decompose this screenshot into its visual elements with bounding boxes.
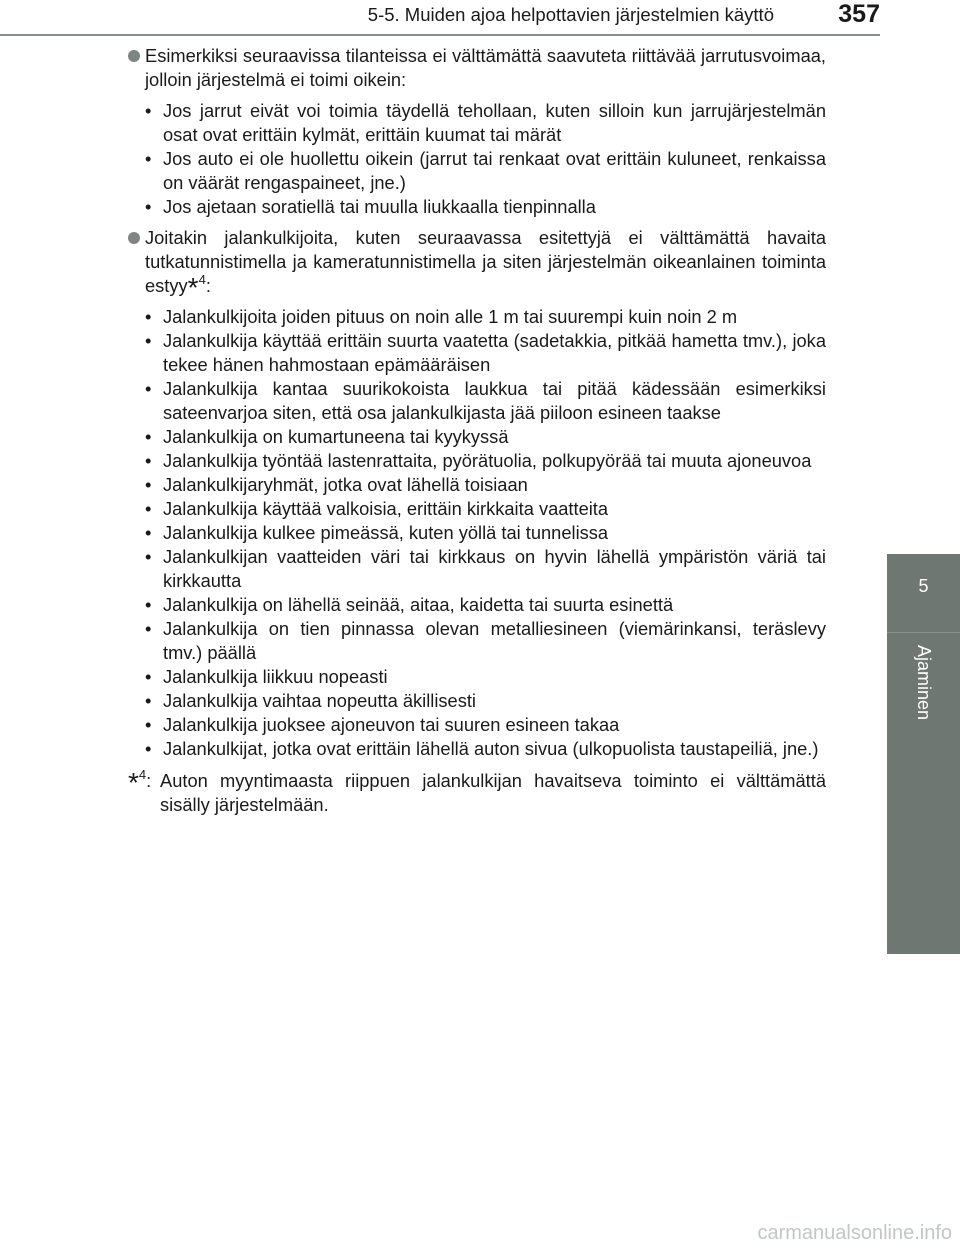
list-item-text: Jalankulkija työntää lastenrattaita, pyörätuolia, polkupyörää tai muuta ajoneuvoa xyxy=(163,450,812,471)
braking-conditions-list xyxy=(128,99,826,219)
list-item xyxy=(145,425,826,449)
list-item xyxy=(145,497,826,521)
list-item xyxy=(145,665,826,689)
footnote-star: * xyxy=(128,767,139,798)
list-item-text: Jalankulkija vaihtaa nopeutta äkillisesti xyxy=(163,690,476,711)
bullet-icon: • xyxy=(145,306,152,327)
footnote xyxy=(128,769,826,817)
bullet-icon: • xyxy=(145,498,152,519)
list-item xyxy=(145,305,826,329)
list-item xyxy=(145,737,826,761)
list-item xyxy=(145,449,826,473)
bullet-icon: • xyxy=(145,546,152,567)
bullet-icon: • xyxy=(145,594,152,615)
list-item xyxy=(145,329,826,377)
list-item-text: Jalankulkija liikkuu nopeasti xyxy=(163,666,388,687)
bullet-icon: • xyxy=(145,618,152,639)
paragraph-braking xyxy=(128,44,826,92)
list-item-text: Jalankulkijoita joiden pituus on noin alle 1 m tai suurempi kuin noin 2 m xyxy=(163,306,738,327)
list-item xyxy=(145,593,826,617)
bullet-icon: • xyxy=(145,196,152,217)
list-item-text: Jos auto ei ole huollettu oikein (jarrut tai renkaat ovat erittäin kuluneet, renkaissa on väärät rengaspaineet, jne.) xyxy=(163,148,826,193)
page-number: 357 xyxy=(838,0,880,28)
paragraph-colon: : xyxy=(205,275,211,296)
list-item xyxy=(145,689,826,713)
paragraph-text: Esimerkiksi seuraavissa tilanteissa ei välttämättä saavuteta riittävää jarrutusvoimaa, jolloin järjestelmä ei toimi oikein: xyxy=(145,45,826,90)
list-item-text: Jalankulkijan vaatteiden väri tai kirkkaus on hyvin lähellä ympäristön väriä tai kirkkautta xyxy=(163,546,826,591)
chapter-tab xyxy=(887,554,960,954)
list-item-text: Jos ajetaan soratiellä tai muulla liukkaalla tienpinnalla xyxy=(163,196,596,217)
list-item xyxy=(145,713,826,737)
list-item xyxy=(145,473,826,497)
paragraph-text: Joitakin jalankulkijoita, kuten seuraavassa esitettyjä ei välttämättä havaita tutkatunnistimella ja kameratunnistimella ja siten järjestelmän oikeanlainen toiminta estyy xyxy=(145,227,826,296)
list-item-text: Jalankulkija on lähellä seinää, aitaa, kaidetta tai suurta esinettä xyxy=(163,594,674,615)
bullet-icon: • xyxy=(145,690,152,711)
bullet-icon: • xyxy=(145,738,152,759)
chapter-label: Ajaminen xyxy=(914,645,934,721)
list-item xyxy=(145,377,826,425)
footnote-star: * xyxy=(187,272,199,303)
bullet-icon: • xyxy=(145,330,152,351)
list-item-text: Jalankulkija käyttää erittäin suurta vaatetta (sadetakkia, pitkää hametta tmv.), joka tekee hänen hahmostaan epämääräisen xyxy=(163,330,826,375)
list-item-text: Jalankulkija on tien pinnassa olevan metalliesineen (viemärinkansi, teräslevy tmv.) päällä xyxy=(163,618,826,663)
list-item-text: Jalankulkija juoksee ajoneuvon tai suuren esineen takaa xyxy=(163,714,620,735)
main-content xyxy=(128,44,826,817)
list-item-text: Jalankulkijaryhmät, jotka ovat lähellä toisiaan xyxy=(163,474,528,495)
bullet-icon: • xyxy=(145,714,152,735)
footnote-number: 4 xyxy=(138,767,147,782)
bullet-icon: • xyxy=(145,522,152,543)
list-item xyxy=(145,195,826,219)
list-item-text: Jos jarrut eivät voi toimia täydellä tehollaan, kuten silloin kun jarrujärjestelmän osat ovat erittäin kylmät, erittäin kuumat tai märät xyxy=(163,100,826,145)
pedestrian-conditions-list xyxy=(128,305,826,761)
bullet-dot-icon xyxy=(128,50,140,62)
footnote-colon: : xyxy=(146,770,152,791)
section-title: 5-5. Muiden ajoa helpottavien järjestelmien käyttö xyxy=(367,4,774,25)
bullet-icon: • xyxy=(145,148,152,169)
footnote-ref: 4 xyxy=(198,272,206,287)
footnote-marker xyxy=(128,767,152,798)
list-item-text: Jalankulkija käyttää valkoisia, erittäin kirkkaita vaatteita xyxy=(163,498,609,519)
chapter-number: 5 xyxy=(918,576,929,596)
bullet-icon: • xyxy=(145,474,152,495)
list-item-text: Jalankulkija kulkee pimeässä, kuten yöllä tai tunnelissa xyxy=(163,522,609,543)
list-item xyxy=(145,147,826,195)
footnote-text: Auton myyntimaasta riippuen jalankulkijan havaitseva toiminto ei välttämättä sisälly järjestelmään. xyxy=(160,770,826,815)
bullet-icon: • xyxy=(145,426,152,447)
list-item-text: Jalankulkija kantaa suurikokoista laukkua tai pitää kädessään esimerkiksi sateenvarjoa siten, että osa jalankulkijasta jää piiloon esineen taakse xyxy=(163,378,826,423)
list-item xyxy=(145,99,826,147)
list-item-text: Jalankulkijat, jotka ovat erittäin lähellä auton sivua (ulkopuolista taustapeiliä, jne.) xyxy=(163,738,819,759)
watermark: carmanualsonline.info xyxy=(757,1222,952,1244)
list-item xyxy=(145,521,826,545)
list-item-text: Jalankulkija on kumartuneena tai kyykyssä xyxy=(163,426,509,447)
bullet-icon: • xyxy=(145,450,152,471)
header-divider xyxy=(0,34,880,36)
bullet-icon: • xyxy=(145,378,152,399)
list-item xyxy=(145,545,826,593)
paragraph-pedestrians xyxy=(128,226,826,303)
bullet-icon: • xyxy=(145,666,152,687)
bullet-dot-icon xyxy=(128,232,140,244)
bullet-icon: • xyxy=(145,100,152,121)
list-item xyxy=(145,617,826,665)
